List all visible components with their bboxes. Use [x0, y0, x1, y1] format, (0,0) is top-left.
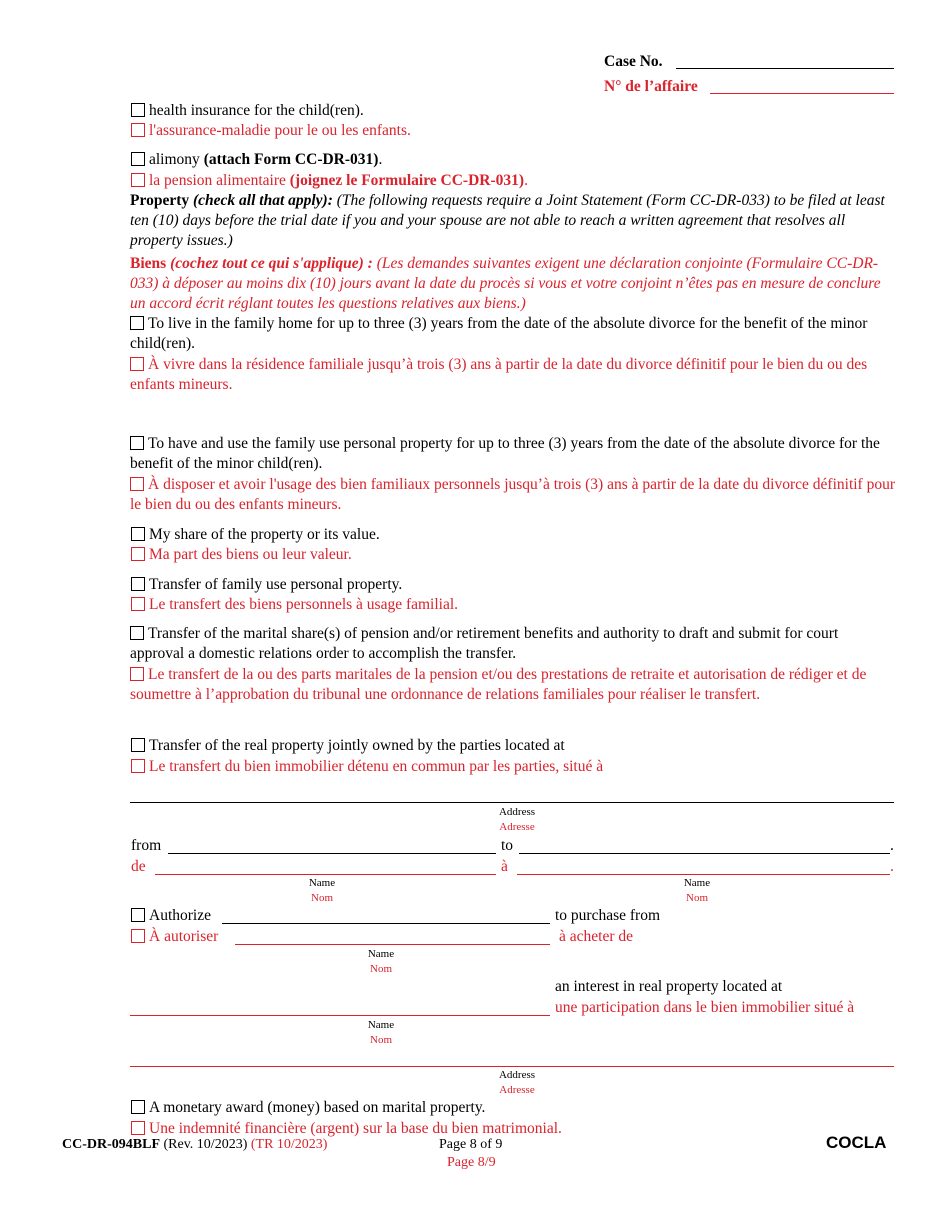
name-caption-seller-fr: Nom: [370, 1034, 392, 1046]
address-field[interactable]: [130, 802, 894, 803]
share-checkbox-fr[interactable]: [131, 547, 145, 561]
authorize-option: Authorize: [131, 906, 211, 926]
health-checkbox-fr[interactable]: [131, 123, 145, 137]
alimony-option: alimony (attach Form CC-DR-031).: [131, 150, 382, 170]
address-field-2[interactable]: [130, 1066, 894, 1067]
name-caption-authorize: Name: [367, 948, 395, 960]
transfer-use-option-fr: Le transfert des biens personnels à usage familial.: [131, 595, 458, 615]
share-option: My share of the property or its value.: [131, 525, 380, 545]
property-instructions: Property (check all that apply): (The following requests require a Joint Statement (Form CC-DR-033) to be filed at least ten (10) days before the trial date if you and your spouse are not able to reach a written agreement that resolves all property issues.): [130, 192, 885, 249]
monetary-checkbox-fr[interactable]: [131, 1121, 145, 1135]
name-caption-from-fr: Nom: [311, 892, 333, 904]
real-property-option-fr: Le transfert du bien immobilier détenu en commun par les parties, situé à: [131, 757, 603, 777]
pension-checkbox-fr[interactable]: [130, 667, 144, 681]
monetary-option: A monetary award (money) based on marital property.: [131, 1098, 485, 1118]
transfer-use-option: Transfer of family use personal property.: [131, 575, 402, 595]
seller-name-field[interactable]: [130, 1015, 550, 1016]
alimony-checkbox[interactable]: [131, 152, 145, 166]
pension-checkbox[interactable]: [130, 626, 144, 640]
real-property-option: Transfer of the real property jointly owned by the parties located at: [131, 736, 565, 756]
address-caption-2: Address: [498, 1069, 536, 1081]
transfer-use-checkbox-fr[interactable]: [131, 597, 145, 611]
form-code: CC-DR-094BLF: [62, 1137, 160, 1152]
authorize-name-field-fr[interactable]: [235, 944, 550, 945]
health-option-fr: l'assurance-maladie pour le ou les enfants.: [131, 121, 411, 141]
transfer-use-checkbox[interactable]: [131, 577, 145, 591]
to-name-field-fr[interactable]: [517, 874, 890, 875]
real-property-checkbox-fr[interactable]: [131, 759, 145, 773]
name-caption-authorize-fr: Nom: [370, 963, 392, 975]
monetary-option-fr: Une indemnité financière (argent) sur la base du bien matrimonial.: [131, 1119, 562, 1139]
family-use-option: To have and use the family use personal property for up to three (3) years from the date of the absolute divorce for the benefit of the minor child(ren).: [130, 435, 880, 472]
authorize-checkbox-fr[interactable]: [131, 929, 145, 943]
case-no-label-fr: N° de l’affaire: [604, 78, 698, 95]
to-label: to: [501, 837, 514, 854]
name-caption-to: Name: [683, 877, 711, 889]
family-home-checkbox[interactable]: [130, 316, 144, 330]
cocla-label: COCLA: [826, 1133, 887, 1152]
case-no-field[interactable]: [676, 68, 894, 69]
share-option-fr: Ma part des biens ou leur valeur.: [131, 545, 352, 565]
period: .: [890, 837, 894, 854]
from-name-field-fr[interactable]: [155, 874, 496, 875]
interest-label-fr: une participation dans le bien immobilier situé à: [555, 999, 855, 1016]
from-label: from: [131, 837, 162, 854]
interest-label: an interest in real property located at: [555, 978, 783, 995]
from-label-fr: de: [131, 858, 146, 875]
address-caption-fr: Adresse: [499, 821, 535, 833]
family-home-checkbox-fr[interactable]: [130, 357, 144, 371]
property-instructions-fr: Biens (cochez tout ce qui s'applique) : (Les demandes suivantes exigent une déclaration conjointe (Formulaire CC-DR-033) à déposer au moins dix (10) jours avant la date du procès si vous et votre conjoint n’êtes pas en mesure de conclure un accord écrit réglant toutes les questions relatives aux biens.): [130, 255, 881, 312]
form-revision: CC-DR-094BLF (Rev. 10/2023) (TR 10/2023): [62, 1137, 328, 1152]
name-caption-seller: Name: [367, 1019, 395, 1031]
purchase-label: to purchase from: [555, 907, 661, 924]
share-checkbox[interactable]: [131, 527, 145, 541]
pension-option: Transfer of the marital share(s) of pension and/or retirement benefits and authority to draft and submit for court approval a domestic relations order to accomplish the transfer.: [130, 625, 839, 662]
from-name-field[interactable]: [168, 853, 496, 854]
page-number: Page 8 of 9: [439, 1137, 503, 1152]
case-no-label: Case No.: [604, 53, 663, 70]
authorize-name-field[interactable]: [222, 923, 550, 924]
page-number-fr: Page 8/9: [447, 1155, 496, 1170]
authorize-checkbox[interactable]: [131, 908, 145, 922]
name-caption-to-fr: Nom: [686, 892, 708, 904]
health-checkbox[interactable]: [131, 103, 145, 117]
alimony-option-fr: la pension alimentaire (joignez le Formulaire CC-DR-031).: [131, 171, 528, 191]
address-caption-2-fr: Adresse: [499, 1084, 535, 1096]
period-fr: .: [890, 858, 894, 875]
family-home-option-fr: À vivre dans la résidence familiale jusqu’à trois (3) ans à partir de la date du divorce définitif pour le bien du ou des enfants mineurs.: [130, 356, 868, 393]
pension-option-fr: Le transfert de la ou des parts maritales de la pension et/ou des prestations de retraite et autorisation de rédiger et de soumettre à l’approbation du tribunal une ordonnance de relations familiales pour réaliser le transfert.: [130, 666, 867, 703]
name-caption-from: Name: [308, 877, 336, 889]
health-option: health insurance for the child(ren).: [131, 101, 364, 121]
monetary-checkbox[interactable]: [131, 1100, 145, 1114]
to-name-field[interactable]: [519, 853, 890, 854]
to-label-fr: à: [501, 858, 508, 875]
case-no-field-fr[interactable]: [710, 93, 894, 94]
family-use-checkbox-fr[interactable]: [130, 477, 144, 491]
authorize-option-fr: À autoriser: [131, 927, 218, 947]
address-caption: Address: [498, 806, 536, 818]
real-property-checkbox[interactable]: [131, 738, 145, 752]
purchase-label-fr: à acheter de: [559, 928, 633, 945]
family-home-option: To live in the family home for up to three (3) years from the date of the absolute divorce for the benefit of the minor child(ren).: [130, 315, 868, 352]
family-use-option-fr: À disposer et avoir l'usage des bien familiaux personnels jusqu’à trois (3) ans à partir de la date du divorce définitif pour le bien du ou des enfants mineurs.: [130, 476, 896, 513]
alimony-checkbox-fr[interactable]: [131, 173, 145, 187]
family-use-checkbox[interactable]: [130, 436, 144, 450]
